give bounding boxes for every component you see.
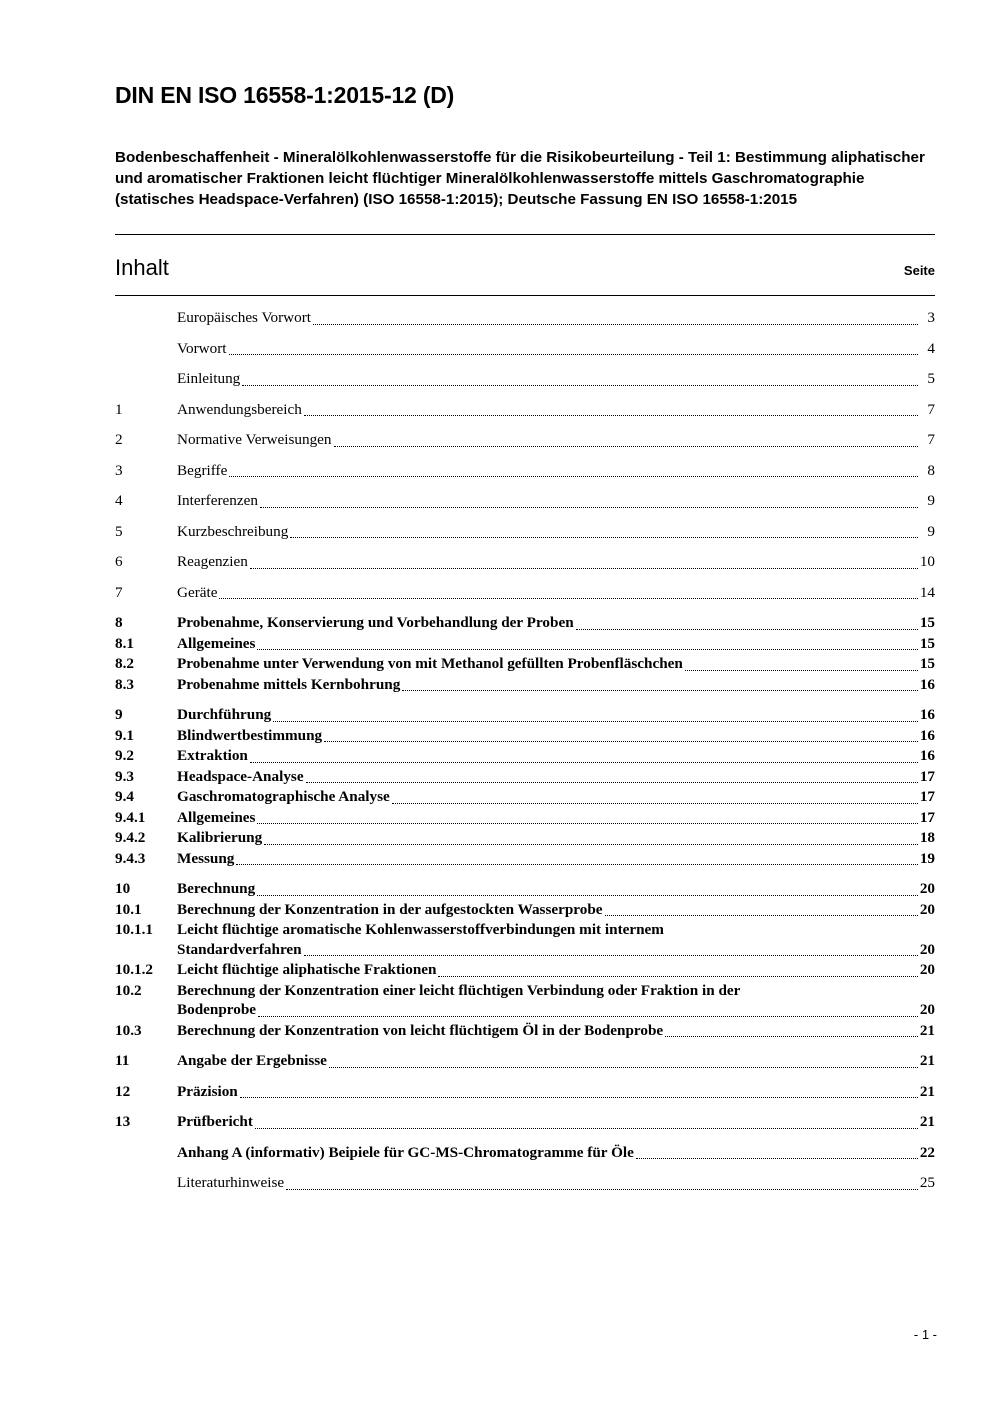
toc-entry-number: 9.4: [115, 788, 134, 805]
toc-entry[interactable]: [115, 1112, 935, 1132]
toc-entry-number: 7: [115, 583, 123, 601]
toc-entry[interactable]: [115, 828, 935, 848]
toc-entry[interactable]: [115, 675, 935, 695]
toc-entry-label: Vorwort: [177, 339, 227, 357]
toc-entry-body: [177, 613, 935, 633]
toc-entry-number: 10: [115, 880, 131, 897]
toc-entry-page: 7: [927, 400, 935, 418]
toc-entry-page: 5: [927, 370, 935, 387]
toc-entry-number: 4: [115, 492, 123, 509]
toc-entry-label: Probenahme mittels Kernbohrung: [177, 675, 401, 693]
toc-entry-label: Berechnung der Konzentration in der aufgestockten Wasserprobe: [177, 900, 603, 918]
toc-leader-dots: [286, 1188, 918, 1190]
toc-leader-dots: [257, 894, 918, 896]
toc-entry-label: Präzision: [177, 1082, 238, 1100]
toc-entry[interactable]: [115, 787, 935, 807]
toc-entry-page: 25: [919, 1174, 935, 1191]
toc-entry-page: 21: [919, 1021, 935, 1039]
toc-entry-body: [177, 634, 935, 654]
toc-entry[interactable]: [115, 1143, 935, 1163]
toc-entry-label: Gaschromatographische Analyse: [177, 788, 390, 805]
toc-entry-page: 21: [919, 1113, 935, 1130]
document-title: Bodenbeschaffenheit - Mineralölkohlenwasserstoffe für die Risikobeurteilung - Teil 1: Bestimmung aliphatischer und aromatischer Fraktionen leicht flüchtiger Mineralölkohlenwasserstoffe mittels Gaschromatographie (statisches Headspace-Verfahren) (ISO 16558-1:2015); Deutsche Fassung EN ISO 16558-1:2015: [115, 149, 925, 208]
toc-entry-page: 9: [927, 492, 935, 509]
toc-leader-dots: [273, 720, 918, 722]
footer-page-number: - 1 -: [913, 1327, 937, 1342]
toc-leader-dots: [250, 761, 918, 763]
toc-entry-body: [177, 900, 935, 920]
toc-entry-page: 15: [919, 655, 935, 672]
toc-heading: Inhalt: [115, 255, 169, 280]
toc-leader-dots: [402, 689, 918, 691]
toc-entry-body: [177, 1021, 935, 1041]
toc-leader-dots: [636, 1157, 918, 1159]
toc-entry-page: 10: [919, 553, 935, 570]
toc-page-column-label: Seite: [903, 263, 935, 278]
toc-entry-label: Interferenzen: [177, 492, 258, 509]
toc-entry[interactable]: [115, 879, 935, 899]
toc-entry-label: Begriffe: [177, 461, 228, 479]
toc-entry-number: 1: [115, 400, 123, 418]
toc-entry-page: 9: [927, 522, 935, 540]
toc-leader-dots: [264, 843, 918, 845]
toc-entry-page: 3: [927, 309, 935, 326]
toc-entry-page: 20: [919, 900, 935, 918]
toc-entry[interactable]: [115, 1021, 935, 1041]
toc-entry-body: [177, 849, 935, 869]
toc-entry-body: [177, 461, 935, 481]
toc-leader-dots: [392, 802, 918, 804]
toc-leader-dots: [605, 914, 918, 916]
toc-leader-dots: [290, 536, 918, 538]
toc-entry-line: [177, 1000, 935, 1020]
toc-entry-number: 6: [115, 553, 123, 570]
toc-entry-page: 17: [919, 808, 935, 826]
toc-leader-dots: [313, 323, 918, 325]
toc-entry[interactable]: [115, 849, 935, 869]
document-number: DIN EN ISO 16558-1:2015-12 (D): [115, 82, 455, 108]
toc-entry-number: 9.4.1: [115, 808, 146, 826]
toc-entry-number: 8.2: [115, 655, 134, 672]
toc-entry-page: 16: [919, 706, 935, 723]
toc-leader-dots: [438, 975, 918, 977]
toc-entry-body: [177, 705, 935, 725]
toc-entry[interactable]: [115, 552, 935, 572]
toc-entry-number: 9.2: [115, 747, 134, 764]
toc-entry-label: Geräte: [177, 583, 218, 601]
toc-leader-dots: [329, 1066, 918, 1068]
toc-entry-label: Extraktion: [177, 747, 248, 764]
toc-entry-number: 5: [115, 522, 123, 540]
toc-entry-body: [177, 787, 935, 807]
toc-entry-page: 15: [919, 614, 935, 631]
toc-entry-label: Berechnung: [177, 880, 256, 897]
toc-entry[interactable]: [115, 746, 935, 766]
toc-entry-label: Durchführung: [177, 706, 272, 723]
toc-header-row: [115, 255, 935, 281]
toc-entry-body: [177, 726, 935, 746]
toc-entry-page: 8: [927, 461, 935, 479]
toc-entry[interactable]: [115, 461, 935, 481]
toc-leader-dots: [258, 1015, 918, 1017]
toc-entry[interactable]: [115, 767, 935, 787]
toc-entry-number: 13: [115, 1113, 131, 1130]
toc-entry-body: [177, 879, 935, 899]
toc-entry-label: Normative Verweisungen: [177, 431, 332, 448]
toc-entry-page: 7: [927, 431, 935, 448]
toc-entry-label: Leicht flüchtige aliphatische Fraktionen: [177, 961, 437, 978]
toc-leader-dots: [242, 384, 918, 386]
toc-entry-label: Probenahme, Konservierung und Vorbehandlung der Proben: [177, 614, 574, 631]
toc-entry-body: [177, 400, 935, 420]
toc-entry-body: [177, 339, 935, 359]
toc-leader-dots: [250, 567, 918, 569]
toc-entry-body: [177, 767, 935, 787]
toc-entry[interactable]: [115, 960, 935, 980]
toc-entry-body: [177, 960, 935, 980]
toc-leader-dots: [304, 954, 918, 956]
toc-entry-body: [177, 1173, 935, 1193]
toc-entry[interactable]: [115, 900, 935, 920]
toc-entry-page: 20: [919, 1001, 935, 1018]
toc-entry-label: Literaturhinweise: [177, 1174, 285, 1191]
toc-entry-number: 2: [115, 431, 123, 448]
toc-entry-page: 16: [919, 726, 935, 744]
toc-entry-body: [177, 1051, 935, 1071]
toc-entry[interactable]: [115, 339, 935, 359]
toc-entry-label: Reagenzien: [177, 553, 248, 570]
toc-entry-number: 3: [115, 461, 123, 479]
toc-entry[interactable]: [115, 583, 935, 603]
toc-entry-number: 8: [115, 614, 123, 631]
toc-entry-label: Blindwertbestimmung: [177, 726, 323, 744]
toc-entry[interactable]: [115, 491, 935, 511]
toc-entry-label: Europäisches Vorwort: [177, 309, 311, 326]
toc-entry-body: [177, 583, 935, 603]
toc-entry-body: [177, 746, 935, 766]
toc-entry-page: 17: [919, 767, 935, 785]
toc-leader-dots: [665, 1035, 918, 1037]
toc-entry-page: 21: [919, 1052, 935, 1069]
toc-entry-page: 16: [919, 675, 935, 693]
toc-entry[interactable]: [115, 430, 935, 450]
toc-entry[interactable]: [115, 654, 935, 674]
toc-leader-dots: [229, 353, 919, 355]
divider-toc: [115, 295, 935, 296]
toc-entry[interactable]: [115, 634, 935, 654]
toc-entry-label: Kurzbeschreibung: [177, 522, 289, 540]
toc-entry[interactable]: [115, 920, 935, 959]
toc-entry-body: [177, 1112, 935, 1132]
toc-leader-dots: [257, 648, 918, 650]
toc-leader-dots: [685, 669, 918, 671]
toc-entry[interactable]: [115, 808, 935, 828]
toc-entry-body: [177, 308, 935, 328]
toc-entry-body: [177, 552, 935, 572]
toc-entry[interactable]: [115, 400, 935, 420]
toc-entry-number: 11: [115, 1052, 130, 1069]
toc-entry-label: Allgemeines: [177, 634, 256, 652]
toc-entry-label-continued: Standardverfahren: [177, 940, 302, 958]
toc-entry[interactable]: [115, 522, 935, 542]
toc-entry-page: 15: [919, 634, 935, 652]
toc-leader-dots: [576, 628, 918, 630]
toc-entry-label: Probenahme unter Verwendung von mit Methanol gefüllten Probenfläschchen: [177, 655, 683, 672]
toc-entry-number: 12: [115, 1082, 131, 1100]
divider-top: [115, 234, 935, 235]
toc-entry-page: 19: [919, 849, 935, 867]
toc-entry-number: 10.2: [115, 981, 142, 999]
toc-entry-label: Angabe der Ergebnisse: [177, 1052, 327, 1069]
toc-entry-label: Prüfbericht: [177, 1113, 253, 1130]
toc-entry-number: 9: [115, 706, 123, 723]
toc-entry-body: [177, 522, 935, 542]
toc-entry-page: 20: [919, 940, 935, 958]
toc-entry-page: 4: [927, 339, 935, 357]
toc-entry-number: 9.1: [115, 726, 134, 744]
toc-entry-label-continued: Bodenprobe: [177, 1001, 257, 1018]
toc-entry-body: [177, 369, 935, 389]
toc-leader-dots: [219, 597, 918, 599]
toc-entry-page: 16: [919, 747, 935, 764]
toc-entry-number: 10.1.1: [115, 921, 153, 938]
toc-entry-body: [177, 654, 935, 674]
toc-entry-line: [115, 920, 935, 940]
toc-entry[interactable]: [115, 369, 935, 389]
toc-entry-body: [177, 828, 935, 848]
toc-entry-body: [177, 1143, 935, 1163]
toc-entry-body: [177, 430, 935, 450]
toc-entry-page: 17: [919, 788, 935, 805]
toc-entry-number: 9.3: [115, 767, 134, 785]
toc-entry-label: Anwendungsbereich: [177, 400, 302, 418]
page-content: [115, 82, 935, 1194]
toc-entry-label: Leicht flüchtige aromatische Kohlenwasserstoffverbindungen mit internem: [177, 921, 664, 938]
toc-leader-dots: [324, 740, 918, 742]
toc-entry-line: [177, 940, 935, 960]
toc-entry-page: 20: [919, 880, 935, 897]
toc-entry-number: 9.4.3: [115, 849, 146, 867]
toc-entry-label: Kalibrierung: [177, 829, 263, 846]
toc-entry-body: [177, 1082, 935, 1102]
toc-entry-number: 9.4.2: [115, 829, 146, 846]
toc-entry-body: [177, 491, 935, 511]
toc-leader-dots: [255, 1127, 918, 1129]
toc-entry[interactable]: [115, 308, 935, 328]
toc-entry-page: 21: [919, 1082, 935, 1100]
toc-entry-page: 18: [919, 829, 935, 846]
toc-entry[interactable]: [115, 613, 935, 633]
table-of-contents: [115, 308, 935, 1193]
toc-entry-label: Berechnung der Konzentration einer leicht flüchtigen Verbindung oder Fraktion in der: [177, 981, 741, 999]
toc-entry-label: Allgemeines: [177, 808, 256, 826]
toc-entry-line: [115, 981, 935, 1001]
toc-entry[interactable]: [115, 705, 935, 725]
toc-leader-dots: [334, 445, 918, 447]
toc-entry-body: [177, 808, 935, 828]
toc-entry[interactable]: [115, 1051, 935, 1071]
toc-entry[interactable]: [115, 1082, 935, 1102]
toc-entry-page: 22: [919, 1143, 935, 1161]
toc-entry-page: 20: [919, 961, 935, 978]
toc-leader-dots: [240, 1096, 918, 1098]
toc-leader-dots: [257, 822, 918, 824]
toc-entry-number: 10.3: [115, 1021, 142, 1039]
toc-entry[interactable]: [115, 726, 935, 746]
toc-leader-dots: [229, 475, 918, 477]
toc-entry-page: 14: [919, 583, 935, 601]
toc-entry-label: Einleitung: [177, 370, 241, 387]
toc-entry-number: 10.1.2: [115, 961, 153, 978]
toc-leader-dots: [236, 863, 918, 865]
toc-entry-body: [177, 675, 935, 695]
toc-entry-label: Messung: [177, 849, 235, 867]
toc-leader-dots: [260, 506, 918, 508]
toc-entry-number: 8.1: [115, 634, 134, 652]
toc-entry[interactable]: [115, 981, 935, 1020]
toc-entry[interactable]: [115, 1173, 935, 1193]
toc-leader-dots: [304, 414, 918, 416]
toc-leader-dots: [306, 781, 918, 783]
toc-entry-label: Anhang A (informativ) Beipiele für GC-MS-Chromatogramme für Öle: [177, 1143, 634, 1161]
toc-entry-label: Headspace-Analyse: [177, 767, 304, 785]
toc-entry-number: 8.3: [115, 675, 134, 693]
toc-entry-label: Berechnung der Konzentration von leicht flüchtigem Öl in der Bodenprobe: [177, 1021, 664, 1039]
toc-entry-number: 10.1: [115, 900, 142, 918]
